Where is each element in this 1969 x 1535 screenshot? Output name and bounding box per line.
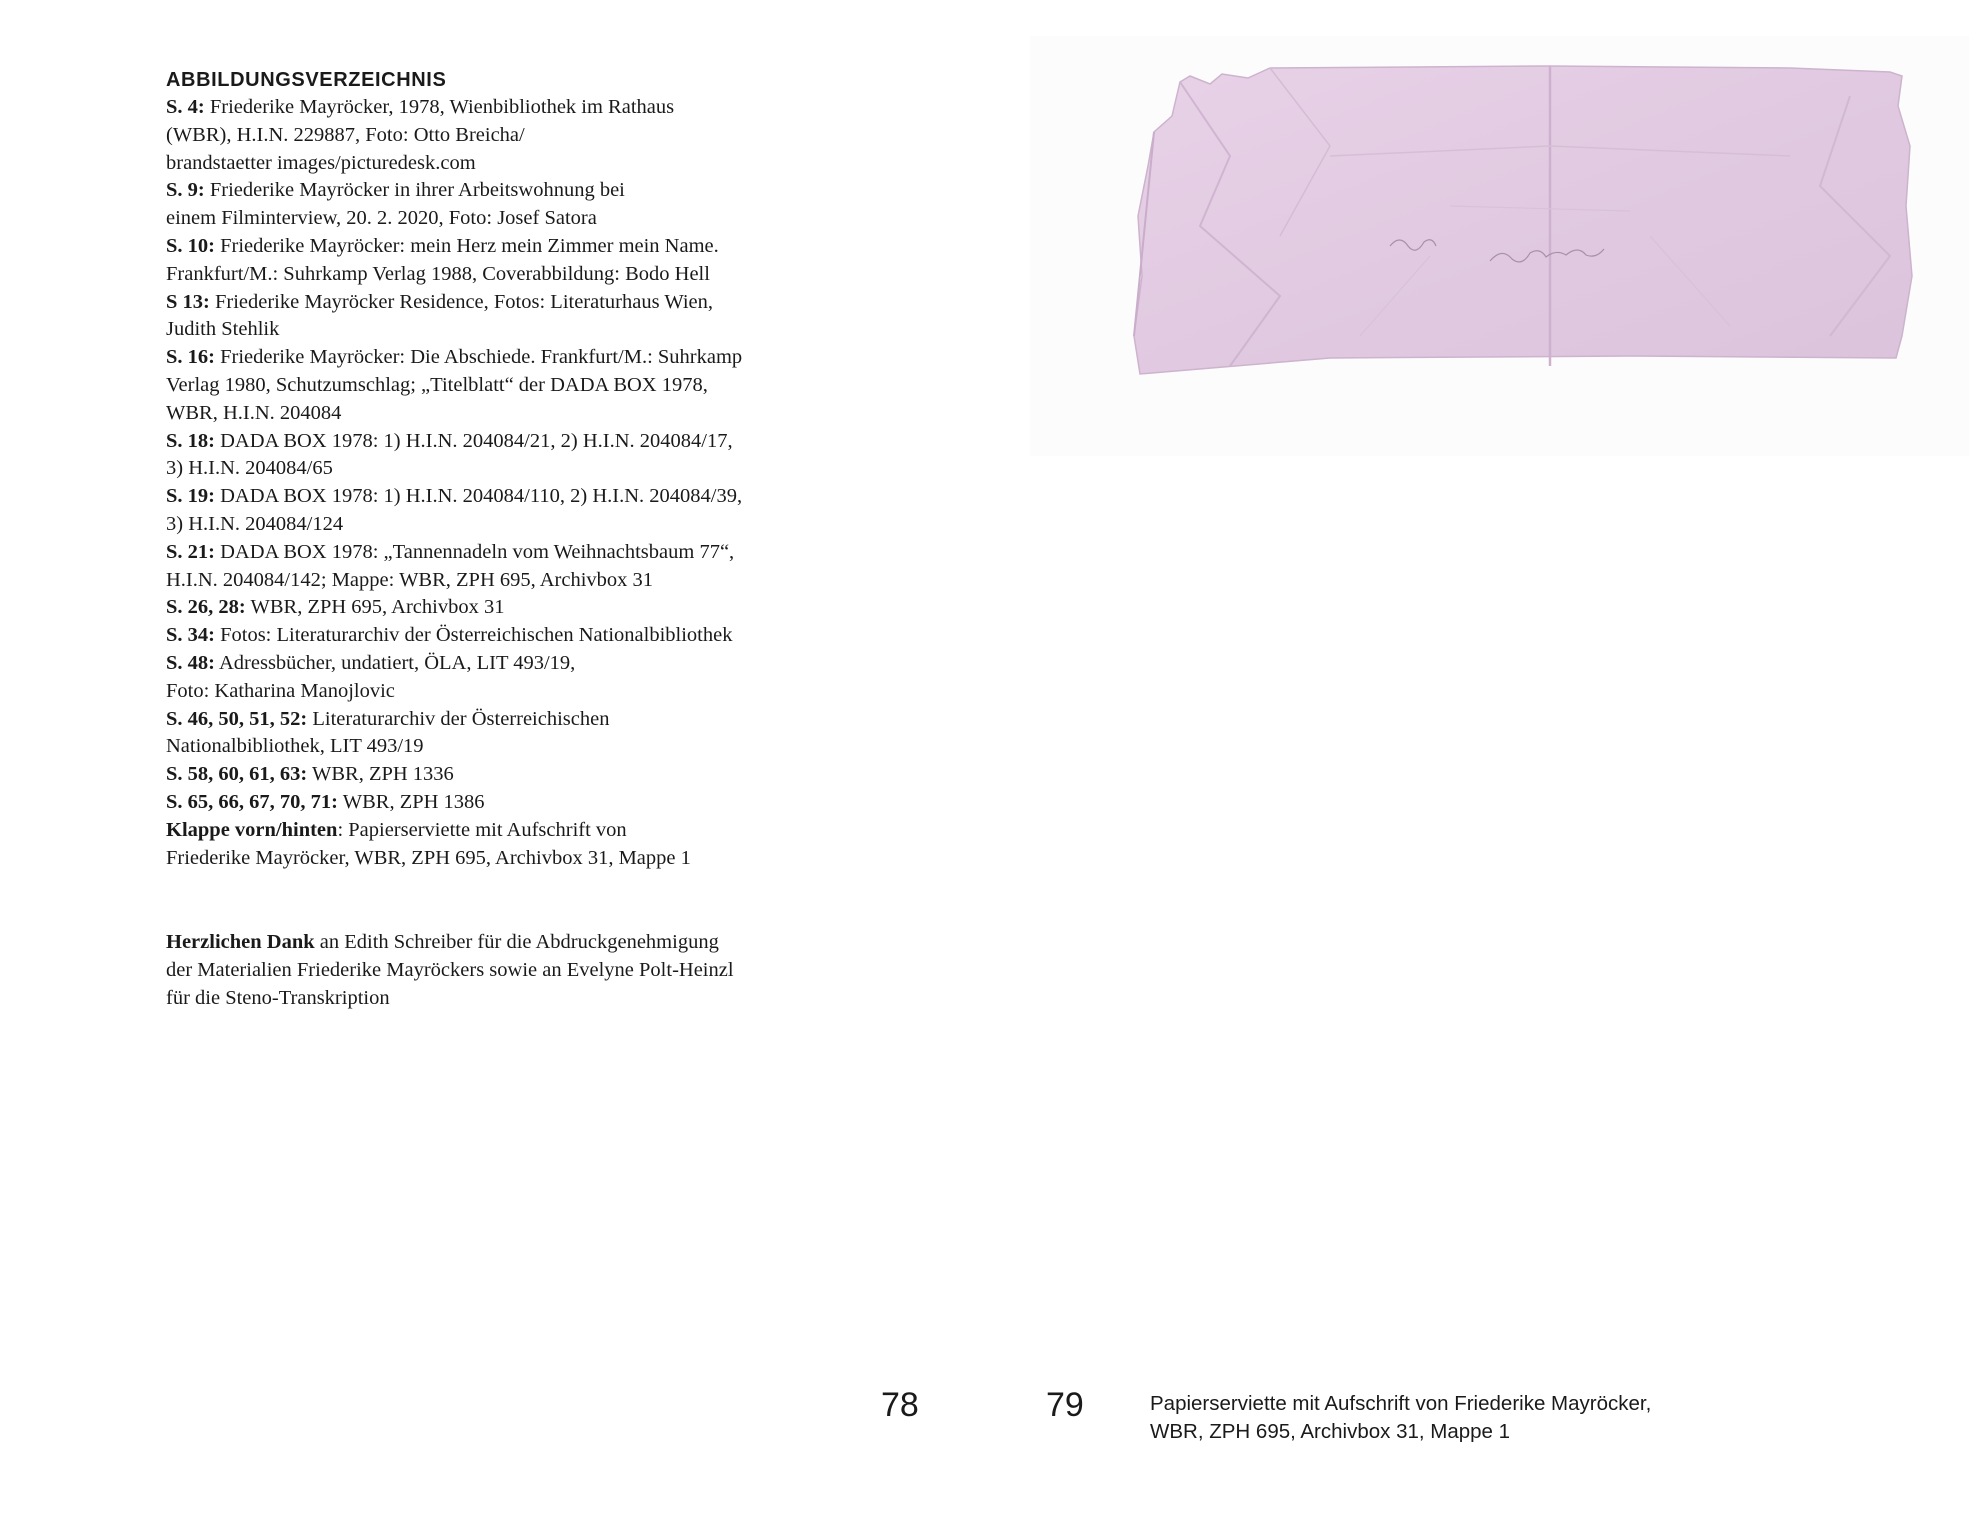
credit-page-ref: S 13:	[166, 290, 210, 313]
credit-entry	[166, 344, 826, 427]
credit-entry	[166, 761, 826, 789]
credit-text-line: DADA BOX 1978: 1) H.I.N. 204084/110, 2) H.I.N. 204084/39,	[220, 485, 743, 508]
credit-text-line: WBR, H.I.N. 204084	[166, 401, 342, 424]
credit-text-line: WBR, ZPH 1386	[342, 790, 485, 813]
credit-page-ref: S. 46, 50, 51, 52:	[166, 707, 308, 730]
acknowledgement-line: für die Steno-Transkription	[166, 986, 390, 1009]
credit-entry	[166, 594, 826, 622]
credit-text-line: DADA BOX 1978: „Tannennadeln vom Weihnachtsbaum 77“,	[220, 540, 735, 563]
credit-page-ref: S. 48:	[166, 651, 215, 674]
credit-separator: :	[337, 818, 344, 841]
credit-page-ref: S. 9:	[166, 179, 205, 202]
credit-text-line: einem Filminterview, 20. 2. 2020, Foto: Josef Satora	[166, 207, 597, 230]
credit-text-line: Judith Stehlik	[166, 318, 280, 341]
credit-entry	[166, 289, 826, 345]
credit-entry	[166, 233, 826, 289]
napkin-image	[1030, 36, 1969, 456]
credit-page-ref: S. 26, 28:	[166, 596, 246, 619]
credit-page-ref: S. 58, 60, 61, 63:	[166, 763, 308, 786]
credit-page-ref: S. 16:	[166, 346, 215, 369]
credit-text-line: Friederike Mayröcker, 1978, Wienbibliothek im Rathaus	[209, 96, 675, 118]
credit-text-line: Friederike Mayröcker: mein Herz mein Zimmer mein Name.	[220, 234, 719, 257]
credit-entry	[166, 789, 826, 817]
credit-text-line: brandstaetter images/picturedesk.com	[166, 151, 476, 174]
credit-page-ref: S. 65, 66, 67, 70, 71:	[166, 790, 338, 813]
credit-list	[166, 94, 826, 872]
credit-entry	[166, 177, 826, 233]
credit-entry	[166, 428, 826, 484]
credit-text-line: Literaturarchiv der Österreichischen	[312, 707, 610, 730]
credit-page-ref: S. 34:	[166, 624, 215, 647]
credit-text-line: Adressbücher, undatiert, ÖLA, LIT 493/19,	[218, 651, 576, 674]
left-page	[166, 66, 826, 1013]
credit-text-line: Friederike Mayröcker: Die Abschiede. Frankfurt/M.: Suhrkamp	[220, 346, 743, 369]
credit-page-ref: S. 4:	[166, 96, 205, 118]
credit-entry	[166, 539, 826, 595]
credit-entry	[166, 650, 826, 706]
credit-text-line: Nationalbibliothek, LIT 493/19	[166, 735, 424, 758]
credit-text-line: Verlag 1980, Schutzumschlag; „Titelblatt“ der DADA BOX 1978,	[166, 373, 708, 396]
credit-page-ref: Klappe vorn/hinten	[166, 818, 338, 841]
page-number-left: 78	[881, 1386, 919, 1424]
credit-text-line: DADA BOX 1978: 1) H.I.N. 204084/21, 2) H.I.N. 204084/17,	[220, 429, 733, 452]
credit-page-ref: S. 18:	[166, 429, 215, 452]
credit-entry	[166, 706, 826, 762]
acknowledgement-bold: Herzlichen Dank	[166, 931, 315, 954]
credit-text-line: Papierserviette mit Aufschrift von	[348, 818, 627, 841]
credit-text-line: (WBR), H.I.N. 229887, Foto: Otto Breicha/	[166, 123, 525, 146]
credit-text-line: WBR, ZPH 695, Archivbox 31	[250, 596, 505, 619]
credit-entry	[166, 817, 826, 873]
photo-caption	[1150, 1390, 1651, 1446]
napkin-photo	[1030, 36, 1969, 456]
credit-page-ref: S. 19:	[166, 485, 215, 508]
acknowledgement-line: an Edith Schreiber für die Abdruckgenehmigung	[319, 931, 719, 954]
napkin-shape	[1134, 66, 1912, 374]
caption-line: WBR, ZPH 695, Archivbox 31, Mappe 1	[1150, 1420, 1511, 1443]
credit-entry	[166, 94, 826, 177]
credit-text-line: 3) H.I.N. 204084/65	[166, 457, 333, 480]
credit-page-ref: S. 21:	[166, 540, 215, 563]
credit-text-line: 3) H.I.N. 204084/124	[166, 512, 344, 535]
credit-text-line: H.I.N. 204084/142; Mappe: WBR, ZPH 695, Archivbox 31	[166, 568, 654, 591]
acknowledgement	[166, 929, 786, 1012]
credit-text-line: WBR, ZPH 1336	[312, 763, 454, 786]
credit-entry	[166, 622, 826, 650]
credit-text-line: Friederike Mayröcker in ihrer Arbeitswohnung bei	[209, 179, 625, 202]
caption-line: Papierserviette mit Aufschrift von Friederike Mayröcker,	[1150, 1392, 1652, 1415]
credit-text-line: Friederike Mayröcker Residence, Fotos: Literaturhaus Wien,	[214, 290, 714, 313]
page-number-right: 79	[1046, 1386, 1084, 1424]
acknowledgement-line: der Materialien Friederike Mayröckers sowie an Evelyne Polt-Heinzl	[166, 959, 734, 982]
credit-text-line: Foto: Katharina Manojlovic	[166, 679, 395, 702]
credit-entry	[166, 483, 826, 539]
section-heading: ABBILDUNGSVERZEICHNIS	[166, 69, 447, 91]
credit-page-ref: S. 10:	[166, 234, 215, 257]
credit-text-line: Friederike Mayröcker, WBR, ZPH 695, Archivbox 31, Mappe 1	[166, 846, 691, 869]
credit-text-line: Fotos: Literaturarchiv der Österreichischen Nationalbibliothek	[220, 624, 733, 647]
credit-text-line: Frankfurt/M.: Suhrkamp Verlag 1988, Coverabbildung: Bodo Hell	[166, 262, 710, 285]
